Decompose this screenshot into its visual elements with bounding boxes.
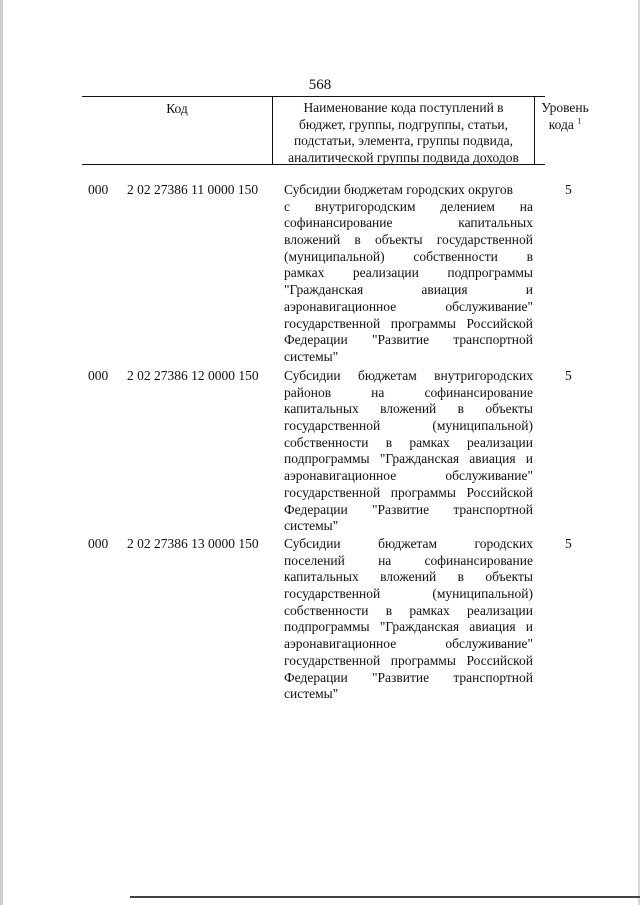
income-name-line: (муниципальной) собственности в [284,248,533,264]
header-name-cell [273,97,535,164]
table-header [82,96,589,166]
header-name-line: бюджет, группы, подгруппы, статьи, [299,116,508,132]
income-name-line: системы" [284,348,339,364]
income-name-line: аэронавигационное обслуживание" [284,468,533,484]
header-code-label: Код [166,101,188,116]
header-level-line1: Уровень [541,100,589,115]
code-level: 5 [565,368,572,383]
income-name-line: государственной программы Российской [284,484,533,500]
income-name [284,536,533,703]
income-name-line: системы" [284,686,339,702]
code-level: 5 [565,182,572,197]
header-level-cell [535,97,595,164]
income-name-line: подпрограммы "Гражданская авиация и [284,451,533,467]
income-name-line: районов на софинансирование [284,384,533,400]
scan-shadow [130,896,640,898]
income-code: 2 02 27386 12 0000 150 [127,368,259,383]
income-name-line: "Гражданская авиация и [284,282,533,298]
header-name-label [273,97,534,167]
income-name-line: аэронавигационное обслуживание" [284,298,533,314]
income-name-line: Федерации "Развитие транспортной [284,501,533,517]
income-name-line: Субсидии бюджетам внутригородских [284,368,533,383]
header-name-line: аналитической группы подвида доходов [288,150,519,166]
income-name-line: системы" [284,518,339,534]
scan-edge-left [0,0,3,905]
income-name [284,368,533,535]
admin-code: 000 [88,182,109,197]
income-code: 2 02 27386 13 0000 150 [127,536,259,551]
header-level-word: кода [548,116,574,132]
income-name-line: Субсидии бюджетам городских округов [284,182,514,197]
header-name-line: подстатьи, элемента, группы подвида, [293,133,514,149]
income-name-line: собственности в рамках реализации [284,434,533,450]
admin-code: 000 [88,368,109,383]
income-name-line: государственной программы Российской [284,652,533,668]
code-level: 5 [565,536,572,551]
income-name-line: капитальных вложений в объекты [284,569,533,585]
header-level-label [535,97,595,133]
income-code: 2 02 27386 11 0000 150 [127,182,259,197]
header-code-cell [82,97,273,164]
header-level-line2 [535,117,595,134]
income-name-line: поселений на софинансирование [284,552,533,568]
page-number: 568 [308,77,332,93]
income-name-line: с внутригородским делением на [284,198,533,214]
income-name-line: подпрограммы "Гражданская авиация и [284,619,533,635]
income-name-line: Федерации "Развитие транспортной [284,332,533,348]
income-name-line: вложений в объекты государственной [284,232,533,248]
admin-code: 000 [88,536,109,551]
income-name-line: государственной программы Российской [284,315,533,331]
income-name-line: аэронавигационное обслуживание" [284,636,533,652]
income-name [284,182,533,366]
income-name-line: капитальных вложений в объекты [284,401,533,417]
header-name-line: Наименование кода поступлений в [303,100,504,115]
income-name-line: государственной (муниципальной) [284,418,533,434]
footnote-marker: 1 [577,116,582,126]
income-name-line: софинансирование капитальных [284,215,533,231]
income-name-line: рамках реализации подпрограммы [284,265,533,281]
income-name-line: собственности в рамках реализации [284,602,533,618]
income-name-line: Федерации "Развитие транспортной [284,669,533,685]
income-name-line: государственной (муниципальной) [284,586,533,602]
income-name-line: Субсидии бюджетам городских [284,536,533,551]
